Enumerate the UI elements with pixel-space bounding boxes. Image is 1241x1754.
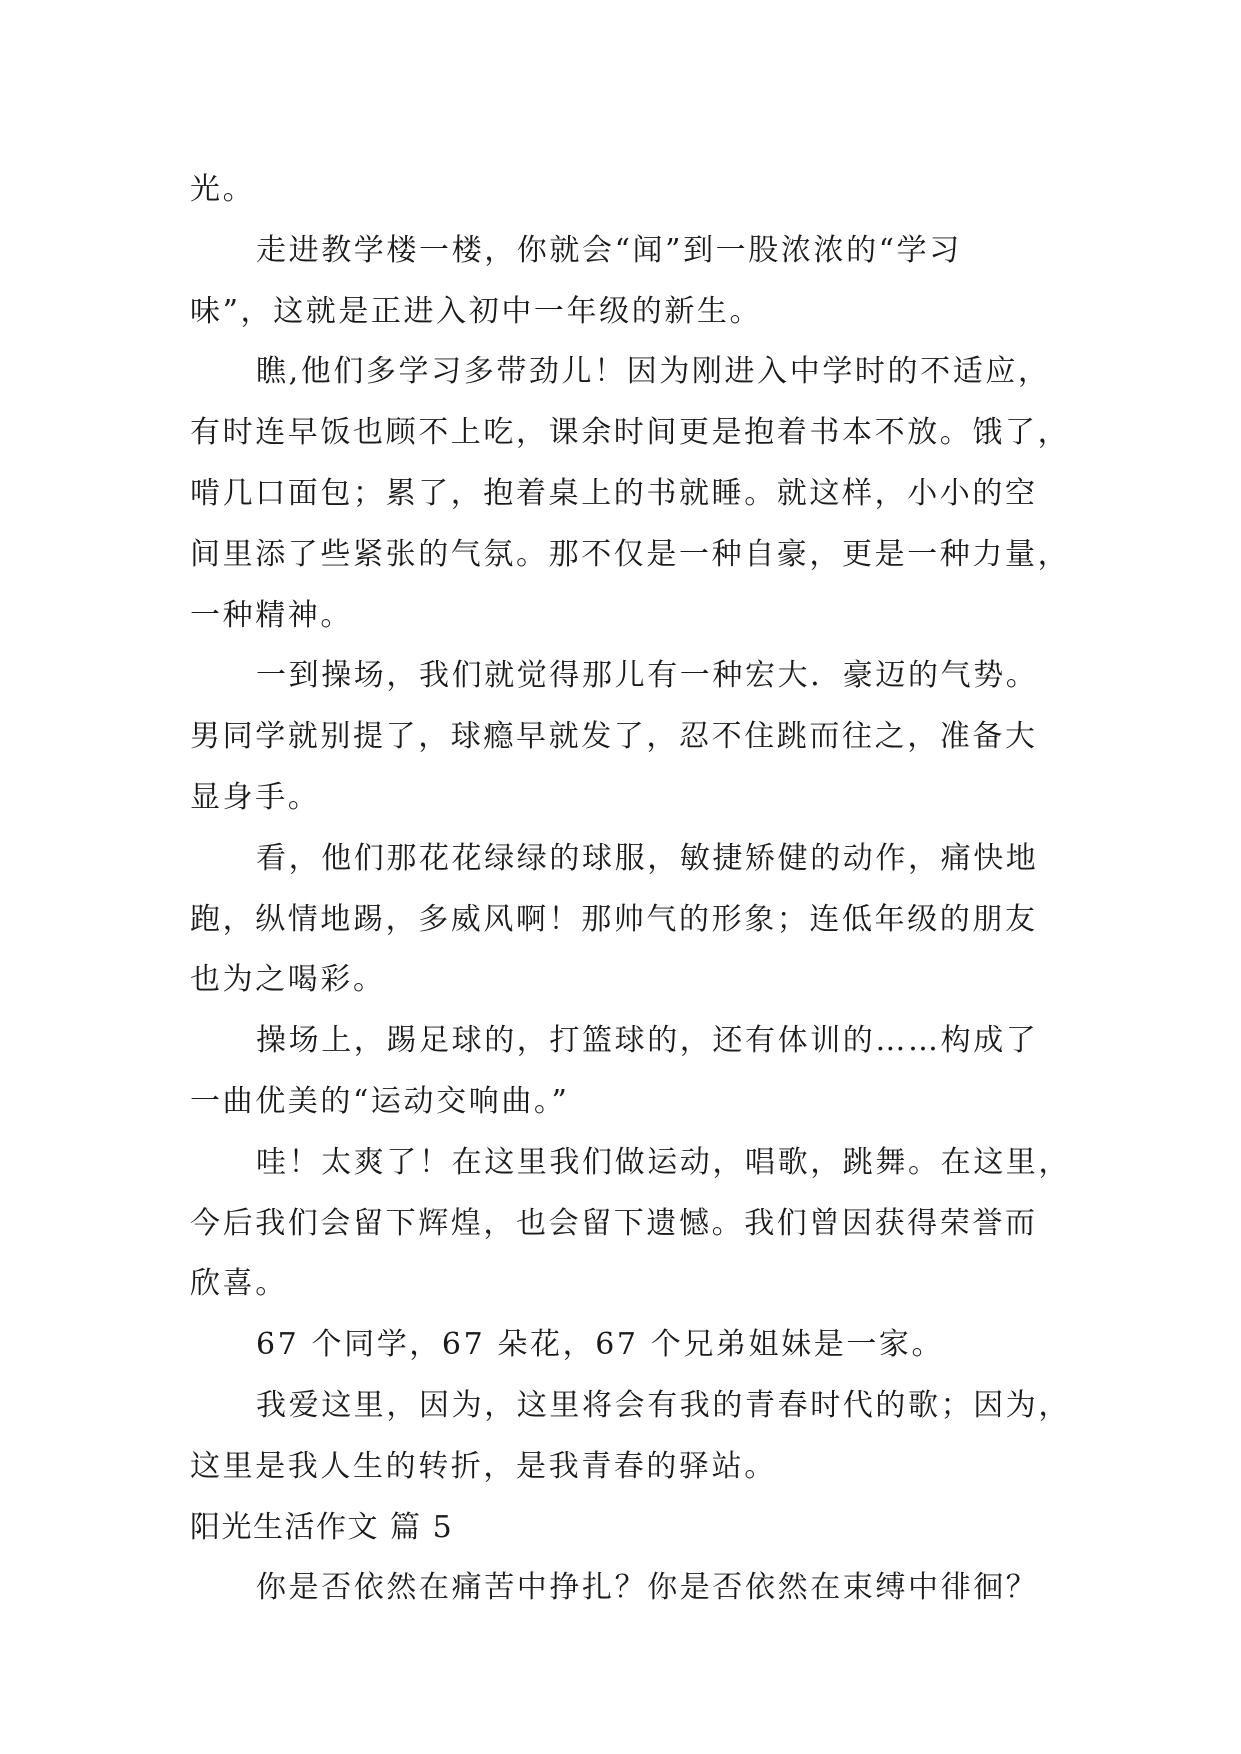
text-line: 啃几口面包；累了，抱着桌上的书就睡。就这样，小小的空 <box>190 475 1038 511</box>
text-line: 一曲优美的“运动交响曲。” <box>190 1083 570 1119</box>
text-line: 看，他们那花花绿绿的球服，敏捷矫健的动作，痛快地 <box>256 840 1039 876</box>
text-line: 这里是我人生的转折，是我青春的驿站。 <box>190 1448 777 1484</box>
text-line: 欣喜。 <box>190 1266 288 1302</box>
document-body <box>190 160 1070 1619</box>
text-line: 也为之喝彩。 <box>190 962 386 998</box>
text-line: 一种精神。 <box>190 597 353 633</box>
text-line: 你是否依然在痛苦中挣扎？你是否依然在束缚中徘徊？ <box>256 1570 1039 1606</box>
section-heading: 阳光生活作文 篇 5 <box>190 1509 454 1545</box>
text-line: 间里添了些紧张的气氛。那不仅是一种自豪，更是一种力量， <box>190 536 1071 572</box>
text-line: 今后我们会留下辉煌，也会留下遗憾。我们曾因获得荣誉而 <box>190 1205 1038 1241</box>
text-line: 有时连早饭也顾不上吃，课余时间更是抱着书本不放。饿了， <box>190 415 1071 451</box>
text-line: 光。 <box>190 172 256 207</box>
text-line: 瞧,他们多学习多带劲儿！因为刚进入中学时的不适应， <box>256 354 1051 390</box>
text-line: 哇！太爽了！在这里我们做运动，唱歌，跳舞。在这里， <box>256 1144 1071 1180</box>
text-line: 我爱这里，因为，这里将会有我的青春时代的歌；因为， <box>256 1387 1071 1423</box>
text-line: 男同学就别提了，球瘾早就发了，忍不住跳而往之，准备大 <box>190 719 1038 755</box>
text-line: 跑，纵情地踢，多威风啊！那帅气的形象；连低年级的朋友 <box>190 901 1038 937</box>
text-line: 味”，这就是正进入初中一年级的新生。 <box>190 293 763 329</box>
text-line: 走进教学楼一楼，你就会“闻”到一股浓浓的“学习 <box>256 232 962 268</box>
text-line: 操场上，踢足球的，打篮球的，还有体训的……构成了 <box>256 1023 1039 1059</box>
text-line: 67 个同学，67 朵花，67 个兄弟姐妹是一家。 <box>256 1327 945 1363</box>
text-line: 一到操场，我们就觉得那儿有一种宏大．豪迈的气势。 <box>256 658 1039 694</box>
text-line: 显身手。 <box>190 779 321 815</box>
